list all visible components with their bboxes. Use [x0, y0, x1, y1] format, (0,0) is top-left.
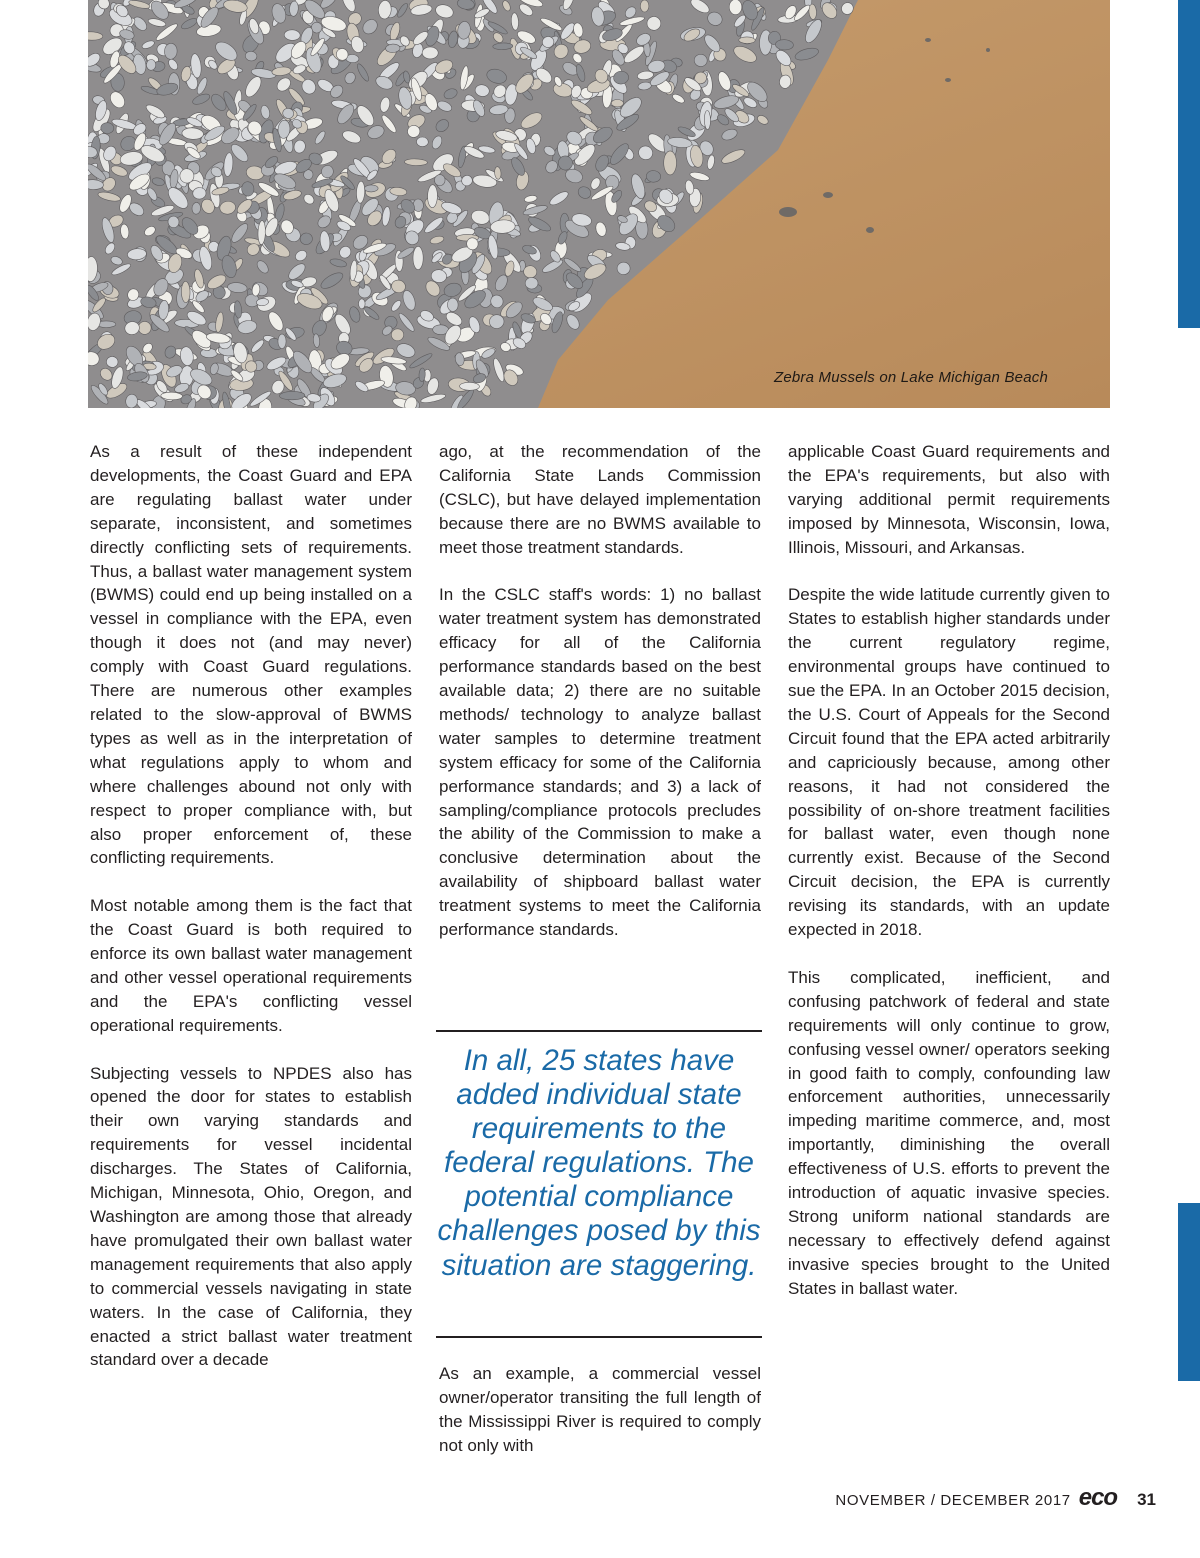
mussel-shell [413, 246, 423, 269]
paragraph: In the CSLC staff's words: 1) no ballast water treatment system has demonstrated efficacy for all of the California performance standards based on the best available data; 2) there are no suitable methods/ technology to analyze ballast water samples to determine treatment system efficacy for some of the California performance standards; and 3) a lack of sampling/compliance protocols precludes the ability of the Commission to make a conclusive determination about the availability of shipboard ballast water treatment systems to meet the California performance standards. [439, 585, 761, 940]
paragraph: As a result of these independent developments, the Coast Guard and EPA are regulating ballast water under separate, inconsistent, and sometimes directly conflicting sets of requirements. Thus, a ballast water management system (BWMS) could end up being installed on a vessel in compliance with the EPA, even though it does not (and may never) comply with Coast Guard regulations. There are numerous other examples related to the slow-approval of BWMS types as well as in the interpretation of what regulations apply to whom and where challenges abound not only with respect to proper compliance with, but also proper enforcement of, these conflicting requirements. [90, 442, 412, 868]
mussels-on-beach-image [88, 0, 1110, 408]
paragraph: Despite the wide latitude currently given to States to establish higher standards under the current regulatory regime, environmental groups have continued to sue the EPA. In an October 2015 decision, the U.S. Court of Appeals for the Second Circuit found that the EPA acted arbitrarily and capriciously because, among other reasons, it had not considered the possibility of on-shore treatment facilities for ballast water, even though none currently exist. Because of the Second Circuit decision, the EPA is currently revising its standards, with an update expected in 2018. [788, 585, 1110, 940]
mussel-shell [739, 37, 756, 44]
mussel-shell [364, 185, 378, 192]
mussel-shell [640, 0, 649, 12]
mussel-shell [181, 281, 190, 303]
mussel-shell [729, 0, 742, 15]
mussel-shell [447, 298, 458, 312]
mussel-shell [101, 122, 115, 133]
mussel-shell [391, 329, 403, 341]
paragraph: As an example, a commercial vessel owner/operator transiting the full length of the Mississippi River is required to comply not only with [439, 1364, 761, 1455]
section-tab-top [1178, 0, 1200, 328]
mussel-shell [358, 299, 365, 309]
pull-quote: In all, 25 states have added individual state requirements to the federal regulations. The potential compliance challenges posed by this situation are staggering. [436, 1030, 762, 1338]
pebble [823, 192, 833, 198]
mussel-shell [278, 334, 286, 348]
mussel-shell [146, 59, 156, 70]
mussel-shell [704, 110, 711, 129]
article-column-2 [439, 440, 761, 966]
mussel-shell [617, 262, 630, 275]
issue-date: NOVEMBER / DECEMBER 2017 [835, 1492, 1071, 1509]
article-column-3 [788, 440, 1110, 1324]
page-footer [835, 1484, 1156, 1512]
pebble [945, 78, 951, 82]
mussel-shell [106, 356, 118, 367]
mussel-shell [664, 151, 677, 175]
section-tab-bottom [1178, 1203, 1200, 1381]
paragraph: Subjecting vessels to NPDES also has opened the door for states to establish their own varying standards and requirements for vessel incidental discharges. The States of California, Michigan, Minnesota, Ohio, Oregon, and Washington are among those that already have promulgated their own ballast water management requirements that also apply to commercial vessels navigating in state waters. In the case of California, they enacted a strict ballast water treatment standard over a decade [90, 1063, 412, 1370]
pebble [925, 38, 931, 42]
mussel-shell [466, 238, 478, 250]
magazine-logo: eco [1078, 1484, 1118, 1511]
photo-caption: Zebra Mussels on Lake Michigan Beach [773, 369, 1048, 386]
mussel-shell [427, 185, 437, 208]
paragraph: ago, at the recommendation of the California State Lands Commission (CSLC), but have delayed implementation because there are no BWMS available to meet those treatment standards. [439, 442, 761, 557]
mussel-shell [611, 99, 623, 107]
paragraph: applicable Coast Guard requirements and the EPA's requirements, but also with varying additional permit requirements imposed by Minnesota, Wisconsin, Iowa, Illinois, Missouri, and Arkansas. [788, 442, 1110, 557]
article-column-1 [90, 440, 412, 1396]
pebble [986, 48, 990, 52]
pebble [779, 207, 797, 217]
mussel-shell [525, 277, 538, 289]
paragraph: This complicated, inefficient, and confusing patchwork of federal and state requirements will only continue to grow, confusing vessel owner/ operators seeking in good faith to comply, confounding law enforcement authorities, unnecessarily impeding maritime commerce, and, most importantly, diminishing the overall effectiveness of U.S. efforts to prevent the introduction of aquatic invasive species. Strong uniform national standards are necessary to effectively defend against invasive species brought to the United States in ballast water. [788, 967, 1110, 1298]
mussel-shell [460, 382, 480, 390]
mussel-shell [422, 47, 438, 59]
page-number: 31 [1137, 1490, 1156, 1509]
pebble [866, 227, 874, 233]
mussel-shell [416, 137, 428, 147]
article-column-2-continued [439, 1362, 761, 1482]
zebra-mussels-photo [88, 0, 1110, 408]
paragraph: Most notable among them is the fact that the Coast Guard is both required to enforce its own ballast water management and other vessel operational requirements and the EPA's conflicting vessel operational requirements. [90, 896, 412, 1035]
mussel-shell [279, 391, 305, 400]
